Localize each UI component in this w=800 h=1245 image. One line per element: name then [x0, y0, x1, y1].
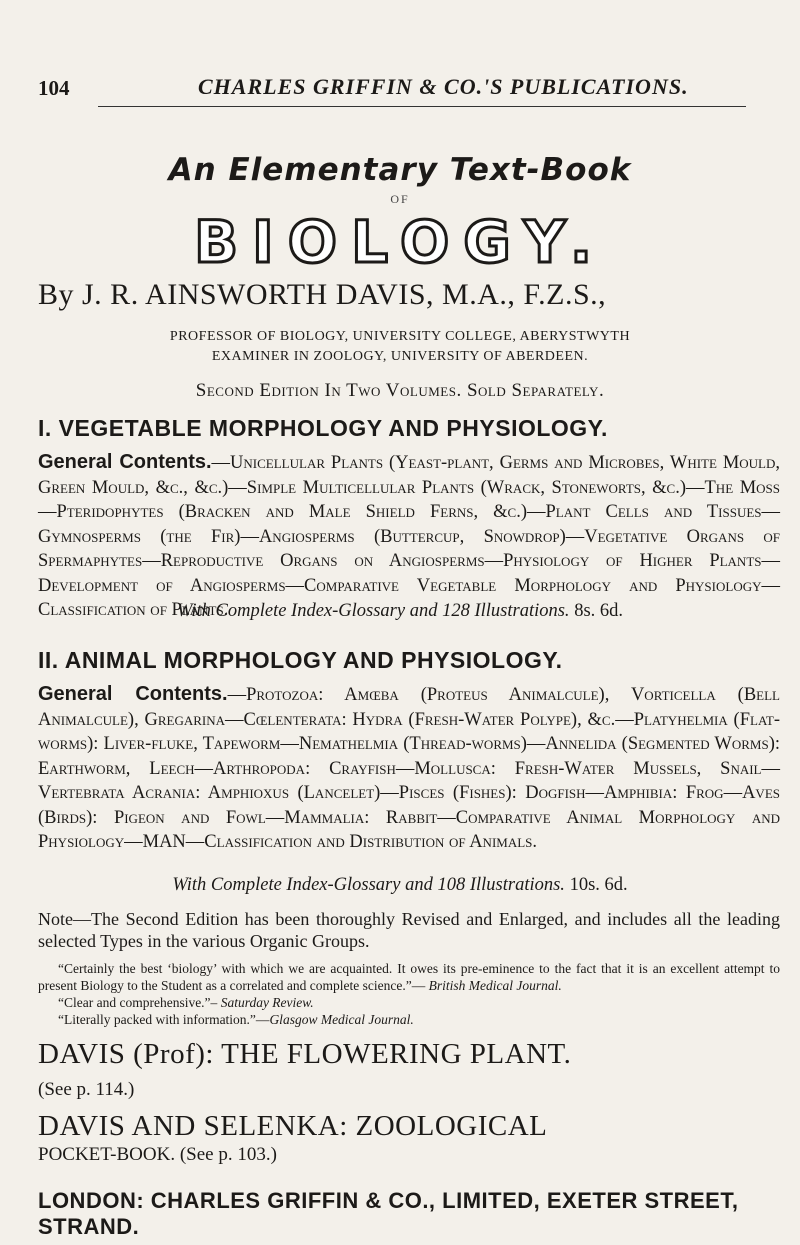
quote-2-text: “Clear and comprehensive.”– — [58, 995, 221, 1010]
press-quotes — [38, 960, 780, 1028]
volume-1-illus-text: With Complete Index-Glossary and 128 Illustrations. — [176, 601, 570, 621]
volume-2-lead: General Contents. — [38, 683, 228, 705]
ad-zoological-pocket-book-ref: POCKET-BOOK. (See p. 103.) — [38, 1144, 277, 1165]
author-line: By J. R. AINSWORTH DAVIS, M.A., F.Z.S., — [38, 278, 607, 311]
ad-flowering-plant-ref: (See p. 114.) — [38, 1079, 135, 1100]
volume-1-contents — [38, 450, 780, 623]
book-subtitle: An Elementary Text-Book — [168, 152, 632, 188]
ad-flowering-plant: DAVIS (Prof): THE FLOWERING PLANT. — [38, 1038, 572, 1070]
edition-note: Note—The Second Edition has been thoroughly Revised and Enlarged, and includes all the leading selected Types in the various Organic Groups. — [38, 909, 780, 951]
publisher-footer: LONDON: CHARLES GRIFFIN & CO., LIMITED, EXETER STREET, STRAND. — [38, 1188, 739, 1239]
author-affiliation-2: EXAMINER IN ZOOLOGY, UNIVERSITY OF ABERDEEN. — [211, 349, 589, 364]
volume-2-illustrations — [0, 875, 800, 896]
volume-1-illustrations — [0, 601, 800, 622]
page-number: 104 — [38, 76, 70, 100]
ad-zoological-pocket-book: DAVIS AND SELENKA: ZOOLOGICAL — [38, 1110, 548, 1142]
book-title: BIOLOGY. — [193, 208, 607, 276]
author-affiliation-1: PROFESSOR OF BIOLOGY, UNIVERSITY COLLEGE, ABERYSTWYTH — [169, 329, 631, 344]
volume-2-illus-text: With Complete Index-Glossary and 108 Illustrations. — [172, 875, 565, 895]
volume-1-heading: I. VEGETABLE MORPHOLOGY AND PHYSIOLOGY. — [38, 415, 608, 441]
of-label: OF — [390, 192, 410, 206]
header-rule — [98, 106, 746, 107]
volume-2-contents — [38, 682, 780, 855]
volume-2-heading: II. ANIMAL MORPHOLOGY AND PHYSIOLOGY. — [38, 647, 563, 673]
volume-2-price: 10s. 6d. — [569, 875, 628, 895]
edition-line: Second Edition In Two Volumes. Sold Separately. — [195, 380, 605, 401]
quote-1 — [38, 960, 780, 994]
page-header — [38, 72, 768, 104]
quote-1-source: British Medical Journal. — [428, 978, 562, 993]
running-head: CHARLES GRIFFIN & CO.'S PUBLICATIONS. — [198, 74, 689, 99]
volume-1-body: —Unicellular Plants (Yeast-plant, Germs and Microbes, White Mould, Green Mould, &c., &c.)—Simple Multicellular Plants (Wrack, Stoneworts, &c.)—The Moss—Pteridophytes (Bracken and Male Shield Ferns, &c.)—Plant Cells and Tissues—Gymnosperms (the Fir)—Angiosperms (Buttercup, Snowdrop)—Vegetative Organs of Spermaphytes—Reproductive Organs on Angiosperms—Physiology of Higher Plants—Development of Angiosperms—Comparative Vegetable Morphology and Physiology—Classification of Plants. — [38, 453, 781, 620]
quote-3-text: “Literally packed with information.”— — [58, 1012, 270, 1027]
quote-2 — [38, 994, 780, 1011]
volume-1-price: 8s. 6d. — [574, 601, 624, 621]
quote-3 — [38, 1011, 780, 1028]
volume-2-body: —Protozoa: Amœba (Proteus Animalcule), Vorticella (Bell Animalcule), Gregarina—Cœlenterata: Hydra (Fresh-Water Polype), &c.—Platyhelmia (Flat-worms): Liver-fluke, Tapeworm—Nemathelmia (Thread-worms)—Annelida (Segmented Worms): Earthworm, Leech—Arthropoda: Crayfish—Mollusca: Fresh-Water Mussels, Snail—Vertebrata Acrania: Amphioxus (Lancelet)—Pisces (Fishes): Dogfish—Amphibia: Frog—Aves (Birds): Pigeon and Fowl—Mammalia: Rabbit—Comparative Animal Morphology and Physiology—MAN—Classification and Distribution of Animals. — [38, 685, 780, 852]
quote-1-text: “Certainly the best ‘biology’ with which we are acquainted. It owes its pre-eminence to the fact that it is an excellent attempt to present Biology to the Student as a correlated and complete science.”— — [38, 961, 780, 993]
quote-2-source: Saturday Review. — [220, 995, 314, 1010]
volume-1-lead: General Contents. — [38, 451, 212, 473]
quote-3-source: Glasgow Medical Journal. — [269, 1012, 414, 1027]
